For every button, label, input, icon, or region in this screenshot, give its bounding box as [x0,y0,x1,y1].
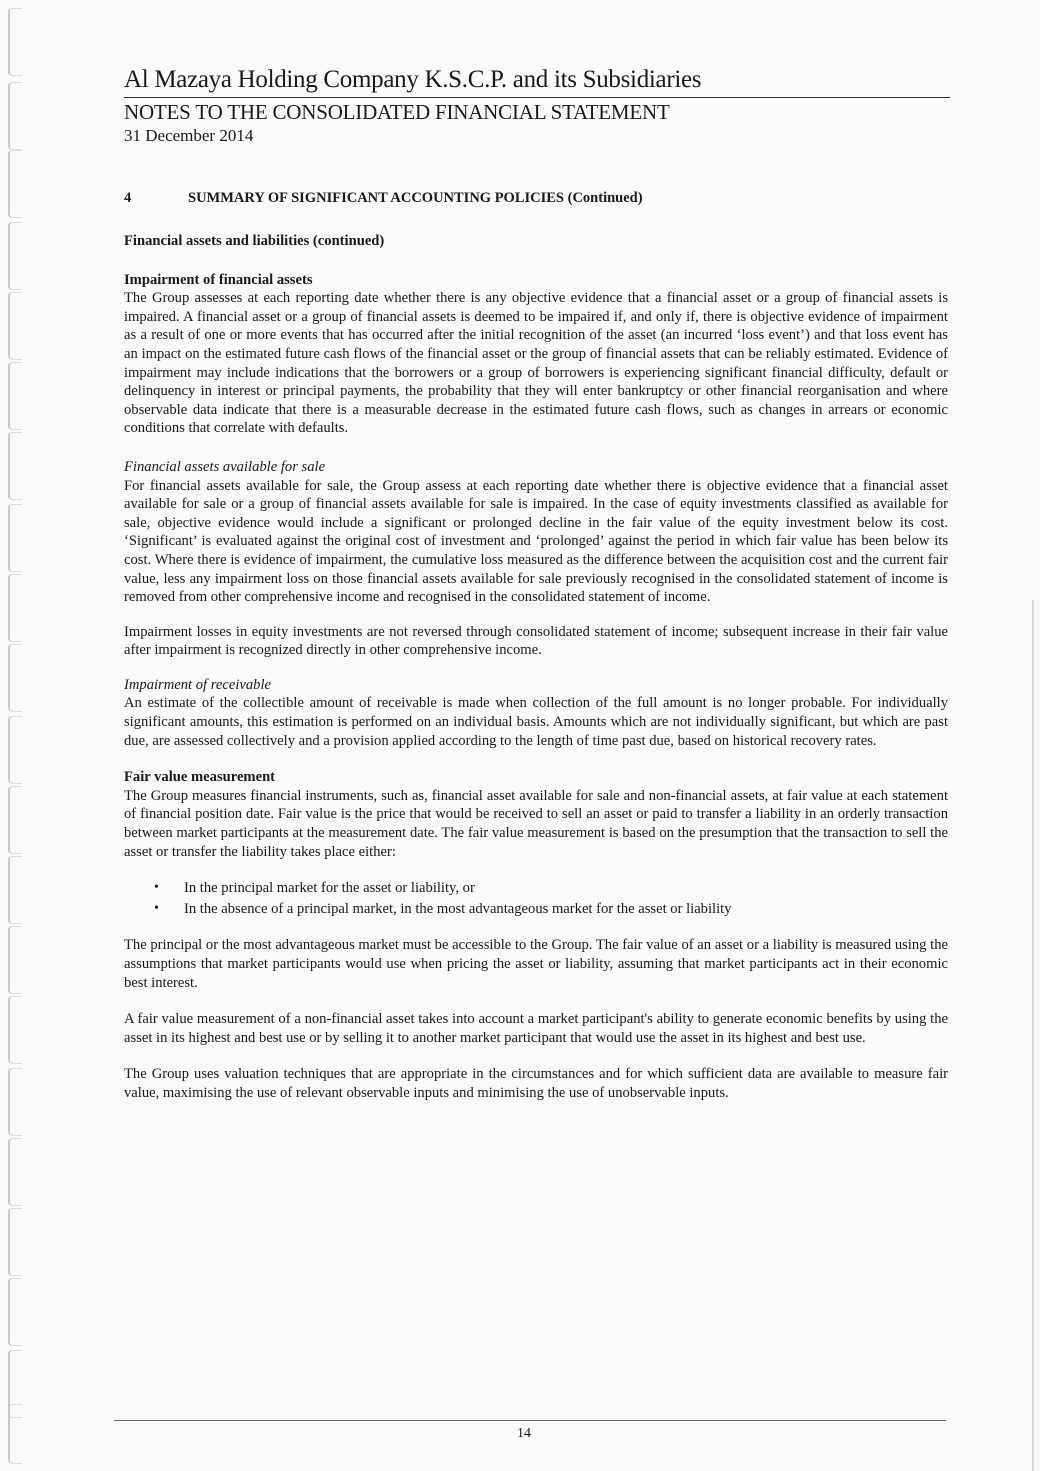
list-item: • In the principal market for the asset or liability, or [154,879,948,898]
binding-hole [8,1404,22,1464]
afs-heading: Financial assets available for sale [124,458,326,475]
page-number: 14 [517,1426,531,1441]
binding-hole [8,8,22,76]
company-name: Al Mazaya Holding Company K.S.C.P. and its Subsidiaries [124,66,702,93]
binding-hole [8,786,22,854]
binding-hole [8,644,22,712]
statement-date: 31 December 2014 [124,126,254,145]
receivable-paragraph: An estimate of the collectible amount of receivable is made when collection of the full amount is no longer probable. For individually significant amounts, this estimation is performed on an individual basis. Amounts which are not individually significant, but which are past due, are assessed collectively and a provision applied according to the length of time past due, based on historical recovery rates. [124,695,948,749]
binding-hole [8,1138,22,1206]
notes-title: NOTES TO THE CONSOLIDATED FINANCIAL STATEMENT [124,100,670,124]
afs-paragraph: For financial assets available for sale, the Group assess at each reporting date whether there is objective evidence that a financial asset available for sale or a group of financial assets available for sale is impaired. In the case of equity investments classified as available for sale, objective evidence would include a significant or prolonged decline in the fair value of the equity investment below its cost. ‘Significant’ is evaluated against the original cost of investment and ‘prolonged’ against the period in which fair value has been below its cost. Where there is evidence of impairment, the cumulative loss measured as the difference between the acquisition cost and the current fair value, less any impairment loss on those financial assets available for sale previously recognised in the consolidated statement of income is removed from other comprehensive income and recognised in the consolidated statement of income. [124,477,948,606]
afs-paragraph-2: Impairment losses in equity investments are not reversed through consolidated statement of income; subsequent increase in their fair value after impairment is recognized directly in other comprehensive income. [124,623,948,659]
binding-hole [8,222,22,290]
fair-value-paragraph-4: The Group uses valuation techniques that are appropriate in the circumstances and for which sufficient data are available to measure fair value, maximising the use of relevant observable inputs and minimising the use of unobservable inputs. [124,1066,948,1101]
binding-hole [8,432,22,500]
binding-hole [8,1208,22,1276]
impairment-paragraph: The Group assesses at each reporting date whether there is any objective evidence that a financial asset or a group of financial assets is impaired. A financial asset or a group of financial assets is deemed to be impaired if, and only if, there is objective evidence of impairment as a result of one or more events that has occurred after the initial recognition of the asset (an incurred ‘loss event’) and that loss event has an impact on the estimated future cash flows of the financial asset or the group of financial assets that can be reliably estimated. Evidence of impairment may include indications that the borrowers or a group of borrowers is experiencing significant financial difficulty, default or delinquency in interest or principal payments, the probability that they will enter bankruptcy or other financial reorganisation and where observable data indicate that there is a measurable decrease in the estimated future cash flows, such as changes in arrears or economic conditions that correlate with defaults. [124,290,948,437]
document-body [124,232,948,1103]
fair-value-paragraph: The Group measures financial instruments, such as, financial asset available for sale and non-financial assets, at fair value at each statement of financial position date. Fair value is the price that would be received to sell an asset or paid to transfer a liability in an orderly transaction between market participants at the measurement date. The fair value measurement is based on the presumption that the transaction to sell the asset or transfer the liability takes place either: [124,787,948,860]
binding-hole [8,926,22,994]
footer-rule [114,1420,946,1421]
fair-value-heading: Fair value measurement [124,769,276,786]
binding-hole [8,504,22,572]
fair-value-bullet-list [124,879,948,918]
page-edge [1032,600,1034,1471]
impairment-heading: Impairment of financial assets [124,271,313,288]
subsection-title: Financial assets and liabilities (continued) [124,233,385,249]
binding-hole [8,856,22,924]
section-number: 4 [124,190,132,206]
fair-value-paragraph-2: The principal or the most advantageous market must be accessible to the Group. The fair value of an asset or a liability is measured using the assumptions that market participants would use when pricing the asset or liability, assuming that market participants act in their economic best interest. [124,937,948,991]
receivable-heading: Impairment of receivable [124,676,271,693]
binding-hole [8,1278,22,1346]
binding-hole [8,292,22,360]
binding-margin [0,0,40,1471]
binding-hole [8,362,22,430]
binding-hole [8,1068,22,1136]
fair-value-paragraph-3: A fair value measurement of a non-financial asset takes into account a market participant's ability to generate economic benefits by using the asset in its highest and best use or by selling it to another market participant that would use the asset in its highest and best use. [124,1011,948,1046]
binding-hole [8,996,22,1064]
binding-hole [8,574,22,642]
binding-hole [8,150,22,218]
list-item: • In the absence of a principal market, in the most advantageous market for the asset or liability [154,900,948,919]
section-heading [124,190,643,207]
binding-hole [8,716,22,784]
header-rule [124,97,950,98]
binding-hole [8,82,22,150]
section-title: SUMMARY OF SIGNIFICANT ACCOUNTING POLICIES (Continued) [188,190,643,206]
